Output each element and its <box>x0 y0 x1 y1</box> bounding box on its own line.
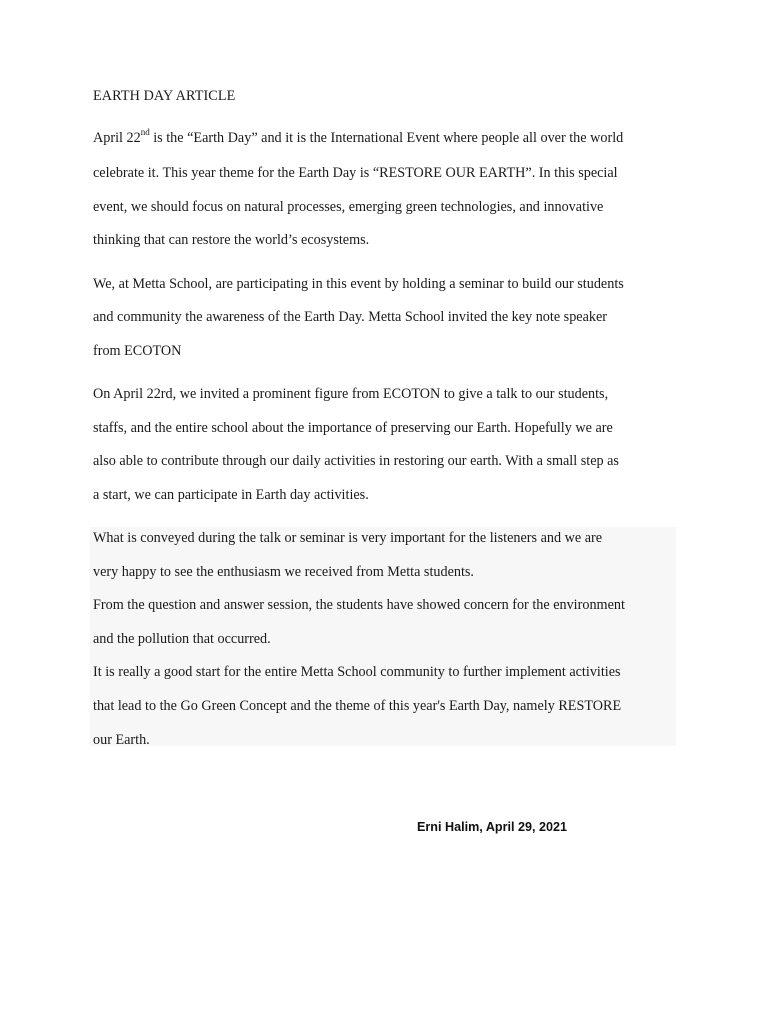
paragraph-1-text-pre: April 22 <box>93 130 141 146</box>
article-title: EARTH DAY ARTICLE <box>93 88 236 104</box>
paragraph-4-line-2: very happy to see the enthusiasm we received from Metta students. <box>93 564 474 580</box>
paragraph-1-text-post: is the “Earth Day” and it is the International Event where people all over the world <box>149 130 624 146</box>
paragraph-4-line-5: It is really a good start for the entire Metta School community to further implement activities <box>93 664 621 680</box>
paragraph-2-line-3: from ECOTON <box>93 343 182 359</box>
paragraph-4-line-7: our Earth. <box>93 732 150 748</box>
paragraph-2-line-1: We, at Metta School, are participating in this event by holding a seminar to build our students <box>93 276 624 292</box>
paragraph-1-line-3: event, we should focus on natural processes, emerging green technologies, and innovative <box>93 199 604 215</box>
paragraph-2-line-2: and community the awareness of the Earth Day. Metta School invited the key note speaker <box>93 309 608 325</box>
paragraph-3-line-1: On April 22rd, we invited a prominent figure from ECOTON to give a talk to our students, <box>93 386 609 402</box>
paragraph-3-line-3: also able to contribute through our daily activities in restoring our earth. With a small step as <box>93 453 619 469</box>
paragraph-1-line-4: thinking that can restore the world’s ecosystems. <box>93 232 370 248</box>
paragraph-1-line-2: celebrate it. This year theme for the Earth Day is “RESTORE OUR EARTH”. In this special <box>93 165 618 181</box>
paragraph-3-line-4: a start, we can participate in Earth day activities. <box>93 487 369 503</box>
paragraph-4-line-3: From the question and answer session, the students have showed concern for the environment <box>93 597 625 613</box>
ordinal-superscript: nd <box>140 127 150 138</box>
author-signature: Erni Halim, April 29, 2021 <box>417 820 568 834</box>
paragraph-3-line-2: staffs, and the entire school about the importance of preserving our Earth. Hopefully we are <box>93 420 613 436</box>
paragraph-4-line-1: What is conveyed during the talk or seminar is very important for the listeners and we are <box>93 530 603 546</box>
paragraph-1-line-1 <box>93 129 623 147</box>
paragraph-4-line-4: and the pollution that occurred. <box>93 631 271 647</box>
paragraph-4-line-6: that lead to the Go Green Concept and the theme of this year's Earth Day, namely RESTORE <box>93 698 622 714</box>
